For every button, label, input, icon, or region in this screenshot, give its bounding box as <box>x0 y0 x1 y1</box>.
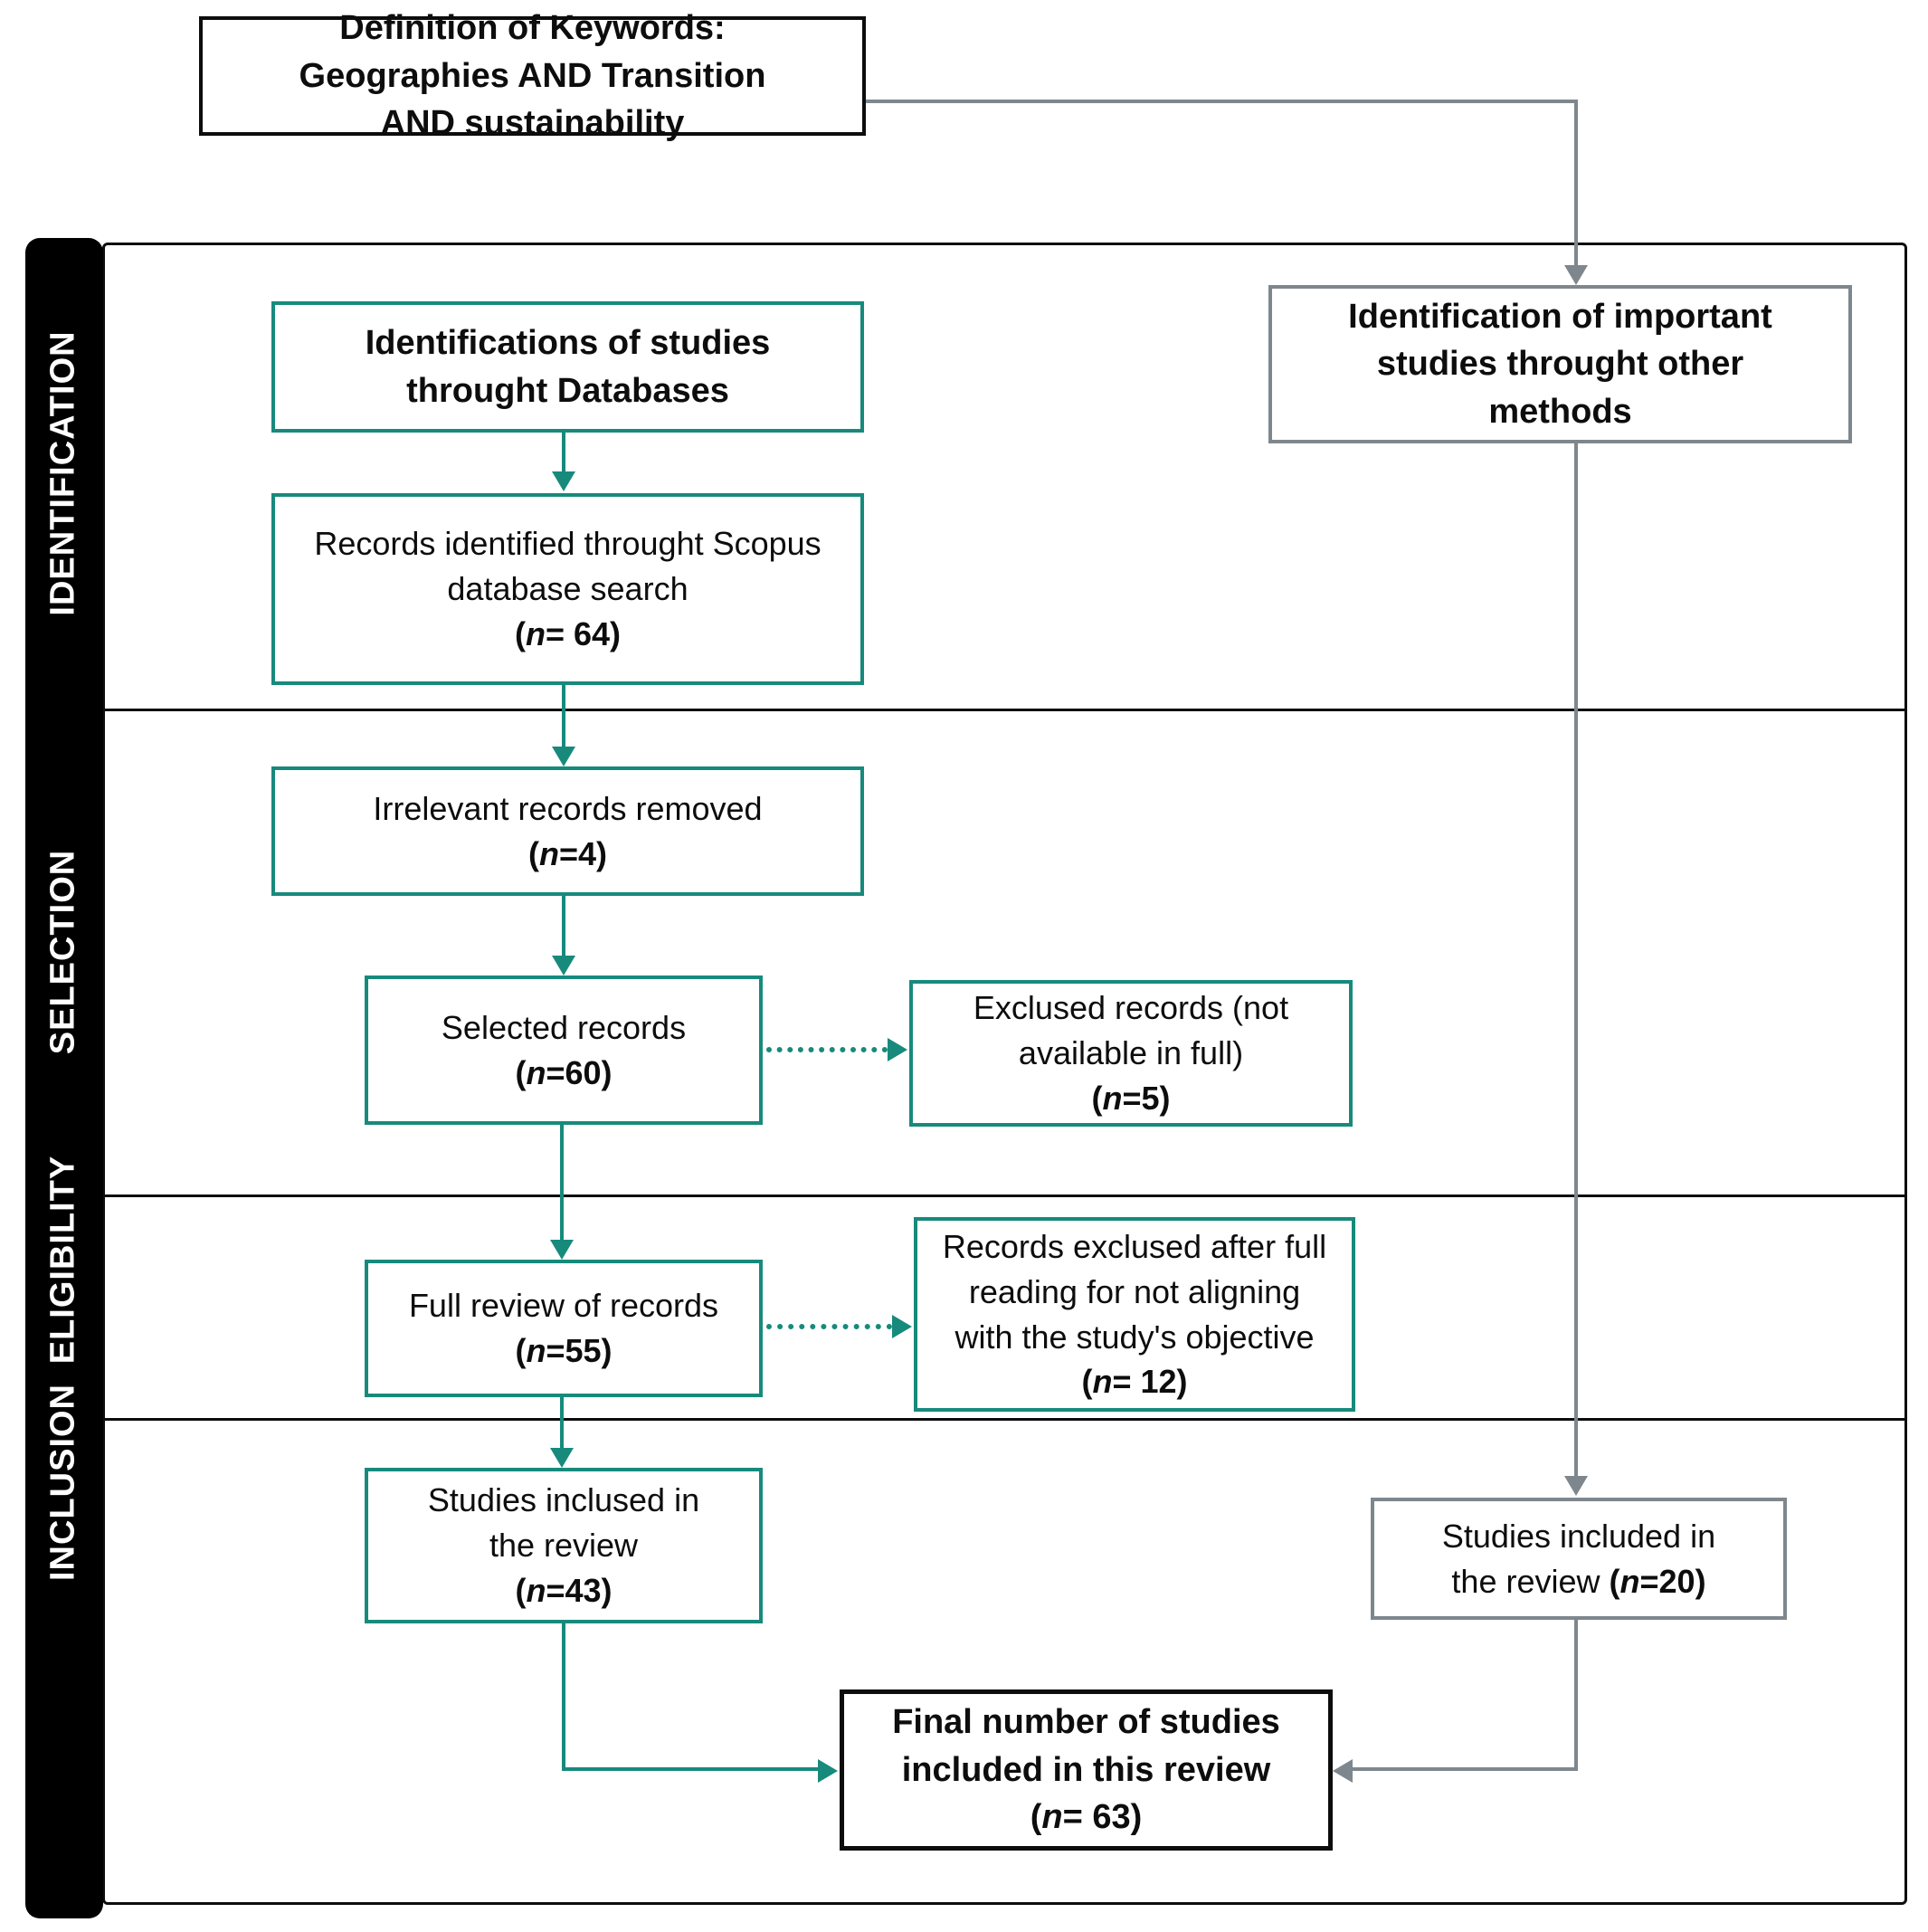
text-line: with the study's objective <box>955 1318 1315 1356</box>
arrowhead-into-records-identified <box>552 471 575 491</box>
connector-included-db-to-final-horizontal <box>562 1767 818 1771</box>
connector-keywords-to-other-horizontal <box>864 100 1578 103</box>
arrowhead-into-final-from-left <box>818 1759 838 1783</box>
connector-other-to-included-vertical <box>1574 443 1578 1476</box>
connector-keywords-to-other-vertical <box>1574 100 1578 265</box>
text-line: the review <box>489 1527 639 1565</box>
text-line: Identification of important <box>1348 297 1772 336</box>
count-label: (n=4) <box>527 834 608 872</box>
node-final-number-studies <box>840 1689 1333 1851</box>
text-line: studies throught other <box>1376 345 1744 384</box>
dotted-connector-selected-to-excluded <box>766 1047 888 1052</box>
node-studies-included-other <box>1371 1498 1787 1620</box>
text-line: AND sustainability <box>380 104 685 143</box>
connector-included-other-to-final-horizontal <box>1353 1767 1578 1771</box>
count-label: (n=55) <box>515 1332 613 1369</box>
node-excluded-records-not-full <box>909 980 1353 1127</box>
count-label: (n= 63) <box>1030 1798 1143 1837</box>
band-divider-identification-selection <box>102 709 1907 711</box>
connector-fullreview-to-included <box>560 1397 564 1448</box>
text-line: throught Databases <box>406 371 729 410</box>
text-line: Definition of Keywords: <box>339 9 726 48</box>
arrowhead-into-included-other <box>1564 1476 1588 1496</box>
text-line: available in full) <box>1018 1034 1244 1072</box>
count-label: (n=5) <box>1091 1079 1171 1117</box>
count-label: (n= 64) <box>514 614 622 652</box>
text-line: Records identified throught Scopus <box>314 525 822 563</box>
connector-irrelevant-to-selected <box>562 896 565 956</box>
sidebar-label-selection: SELECTION <box>43 849 82 1055</box>
count-label: (n=20) <box>1609 1562 1706 1600</box>
text-line: Studies included in <box>1441 1517 1716 1555</box>
text-line: reading for not aligning <box>968 1272 1301 1310</box>
dotted-connector-fullreview-to-excluded <box>766 1324 892 1329</box>
node-records-identified-scopus <box>271 493 864 685</box>
arrowhead-into-irrelevant-removed <box>552 747 575 766</box>
arrowhead-into-final-from-right <box>1333 1759 1353 1783</box>
node-identification-other-methods <box>1268 285 1852 443</box>
arrowhead-into-excluded-after-reading <box>892 1315 912 1338</box>
count-label: (n=60) <box>515 1053 613 1091</box>
connector-records-to-irrelevant <box>562 685 565 747</box>
node-identification-databases <box>271 301 864 433</box>
text-line: Identifications of studies <box>365 324 771 363</box>
count-label: (n= 12) <box>1081 1363 1188 1401</box>
node-excluded-after-reading <box>914 1217 1355 1412</box>
text-line: Final number of studies <box>892 1703 1280 1742</box>
text-line: Studies inclused in <box>427 1481 700 1519</box>
text-line: methods <box>1488 392 1632 431</box>
text-line: included in this review <box>901 1750 1271 1789</box>
sidebar-label-identification: IDENTIFICATION <box>43 330 82 616</box>
sidebar-label-eligibility: ELIGIBILITY <box>43 1155 82 1365</box>
connector-db-to-records <box>562 432 565 471</box>
text-line: Records exclused after full <box>942 1228 1327 1266</box>
arrowhead-into-other-identification <box>1564 265 1588 285</box>
node-irrelevant-records-removed <box>271 766 864 896</box>
text-line: Exclused records (not <box>973 989 1289 1027</box>
arrowhead-into-excluded-not-full <box>888 1038 907 1061</box>
text-line: Selected records <box>441 1008 687 1046</box>
band-divider-selection-eligibility <box>102 1194 1907 1197</box>
connector-included-other-to-final-vertical <box>1574 1620 1578 1771</box>
text-line: Geographies AND Transition <box>299 56 766 95</box>
node-selected-records <box>365 976 763 1125</box>
band-divider-eligibility-inclusion <box>102 1418 1907 1421</box>
arrowhead-into-full-review <box>550 1240 574 1260</box>
node-full-review-records <box>365 1260 763 1397</box>
text-line: Irrelevant records removed <box>373 789 763 827</box>
text-line: database search <box>447 570 689 608</box>
connector-included-db-to-final-vertical <box>562 1623 565 1771</box>
sidebar-label-inclusion: INCLUSION <box>43 1384 82 1581</box>
arrowhead-into-included-db <box>550 1448 574 1468</box>
node-studies-included-db <box>365 1468 763 1623</box>
connector-selected-to-fullreview <box>560 1125 564 1240</box>
count-label: (n=43) <box>515 1571 613 1609</box>
text-fragment: the review <box>1451 1562 1610 1600</box>
text-line: Full review of records <box>408 1287 719 1325</box>
node-definition-keywords <box>199 9 866 143</box>
arrowhead-into-selected-records <box>552 956 575 976</box>
text-line <box>1451 1559 1705 1604</box>
